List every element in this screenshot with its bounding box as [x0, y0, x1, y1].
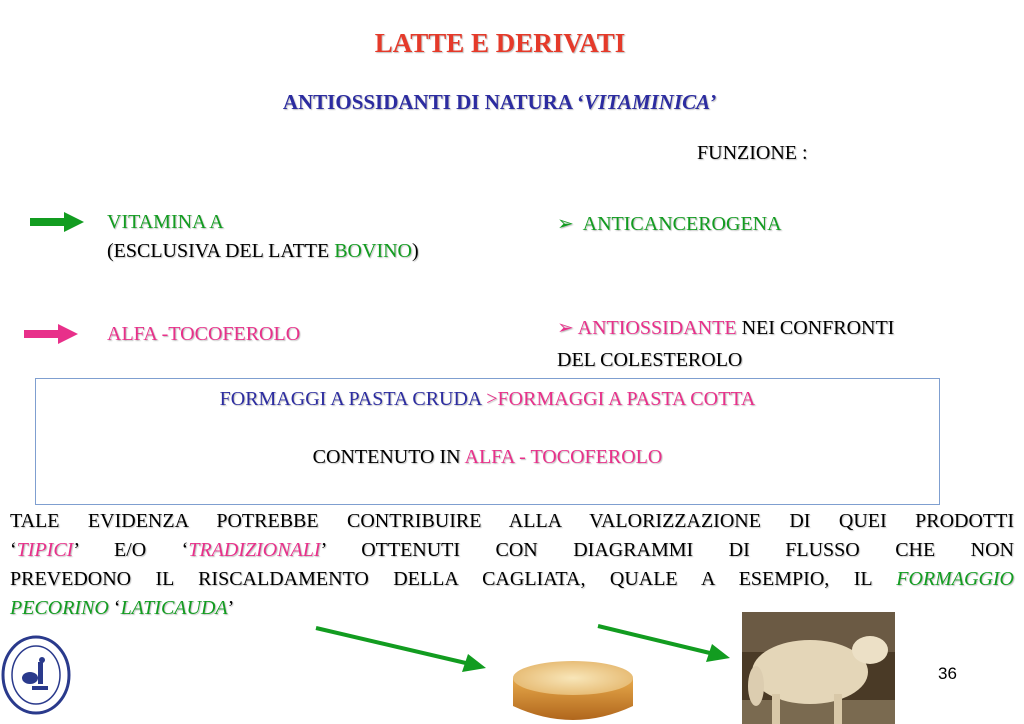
ceasdabi-logo-icon — [0, 634, 72, 716]
laticauda-highlight: LATICAUDA — [120, 597, 228, 619]
box-line-1 — [35, 388, 940, 411]
note-suffix: ) — [412, 240, 419, 262]
diagonal-green-arrow-icon — [310, 620, 495, 675]
function-antiossidante — [557, 315, 894, 340]
quote-mid: ’ E/O ‘ — [73, 539, 189, 561]
vitamina-a-label: VITAMINA A — [107, 211, 224, 233]
quote-open-2: ‘ — [108, 597, 121, 619]
pecorino-highlight: PECORINO — [10, 597, 109, 619]
formaggi-cruda: FORMAGGI A PASTA CRUDA — [219, 388, 487, 410]
function-text: ANTICANCEROGENA — [582, 213, 782, 235]
note-prefix: (ESCLUSIVA DEL LATTE — [107, 240, 335, 262]
arrow-bullet-icon: ➢ — [557, 213, 574, 235]
function-anticancerogena — [557, 211, 782, 236]
vitamina-a-note — [107, 240, 419, 263]
pink-arrow-icon — [24, 324, 78, 344]
page-number: 36 — [938, 664, 957, 683]
contenuto-in: CONTENUTO IN — [312, 446, 465, 468]
page-subtitle — [0, 90, 1000, 115]
pecorino-cheese-image — [508, 656, 638, 724]
tipici-highlight: TIPICI — [16, 539, 74, 561]
alfa-tocoferolo-highlight: ALFA - TOCOFEROLO — [464, 446, 663, 468]
para-line-3 — [10, 565, 1014, 594]
para-line-2-rest: ’ OTTENUTI CON DIAGRAMMI DI FLUSSO CHE NON — [320, 539, 1014, 561]
antiossidante-highlight: ANTIOSSIDANTE — [577, 317, 737, 339]
funzione-label: FUNZIONE : — [697, 142, 808, 164]
subtitle-suffix: ’ — [710, 90, 718, 114]
subtitle-prefix: ANTIOSSIDANTI DI NATURA ‘ — [282, 90, 585, 114]
quote-open: ‘ — [10, 539, 17, 561]
laticauda-sheep-image — [742, 612, 895, 724]
alfa-tocoferolo-label: ALFA -TOCOFEROLO — [107, 323, 301, 345]
formaggio-highlight: FORMAGGIO — [896, 568, 1014, 590]
page-title: LATTE E DERIVATI — [374, 28, 626, 58]
subtitle-italic: VITAMINICA — [584, 90, 711, 114]
para-line-3-text: PREVEDONO IL RISCALDAMENTO DELLA CAGLIATA, QUALE A ESEMPIO, IL — [10, 568, 897, 590]
quote-close-2: ’ — [227, 597, 235, 619]
function-line2: DEL COLESTEROLO — [557, 349, 743, 371]
green-arrow-icon — [30, 212, 84, 232]
function-rest: NEI CONFRONTI — [736, 317, 895, 339]
para-line-2 — [10, 536, 1014, 565]
body-paragraph — [10, 507, 1014, 623]
para-line-1: TALE EVIDENZA POTREBBE CONTRIBUIRE ALLA VALORIZZAZIONE DI QUEI PRODOTTI — [10, 510, 1014, 532]
bovino-highlight: BOVINO — [334, 240, 412, 262]
box-line-2 — [35, 446, 940, 469]
formaggi-cotta: >FORMAGGI A PASTA COTTA — [486, 388, 756, 410]
tradizionali-highlight: TRADIZIONALI — [188, 539, 321, 561]
arrow-bullet-icon: ➢ — [557, 317, 574, 339]
